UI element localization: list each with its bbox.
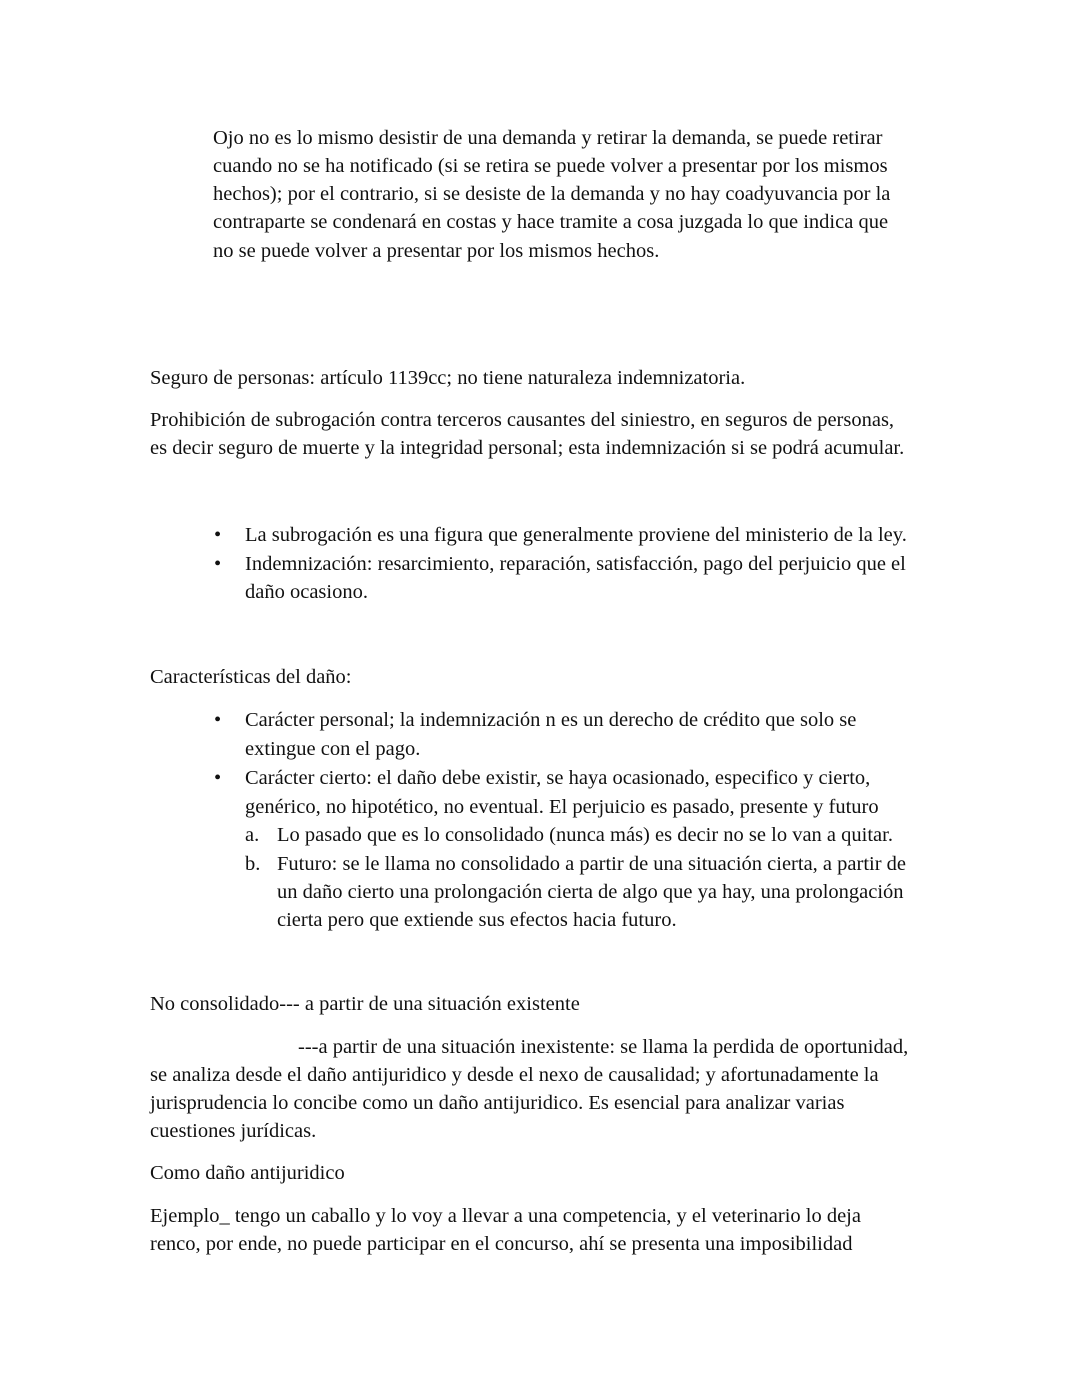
list-marker: a. [245, 824, 260, 846]
list-item: Carácter personal; la indemnización n es un derecho de crédito que solo se [245, 709, 857, 731]
list-marker: b. [245, 853, 261, 875]
bullet-marker: • [214, 524, 222, 546]
list-item: Carácter cierto: el daño debe existir, se haya ocasionado, especifico y cierto, [245, 767, 871, 789]
no-consolidado-line: No consolidado--- a partir de una situación existente [150, 993, 580, 1015]
text-line: ---a partir de una situación inexistente: se llama la perdida de oportunidad, [298, 1036, 909, 1058]
text-line: jurisprudencia lo concibe como un daño antijuridico. Es esencial para analizar varias [150, 1092, 845, 1114]
text-line: es decir seguro de muerte y la integridad personal; esta indemnización si se podrá acumular. [150, 437, 905, 459]
text-line: cuestiones jurídicas. [150, 1120, 317, 1142]
seguro-paragraph: Seguro de personas: artículo 1139cc; no tiene naturaleza indemnizatoria. [150, 367, 746, 389]
list-item-continuation: extingue con el pago. [245, 738, 421, 760]
list-item-continuation: daño ocasiono. [245, 581, 368, 603]
text-line: Prohibición de subrogación contra terceros causantes del siniestro, en seguros de personas, [150, 409, 895, 431]
text-line: Ejemplo_ tengo un caballo y lo voy a llevar a una competencia, y el veterinario lo deja [150, 1205, 861, 1227]
list-item-continuation: cierta pero que extiende sus efectos hacia futuro. [277, 909, 677, 931]
section-heading: Características del daño: [150, 666, 352, 688]
bullet-marker: • [214, 767, 222, 789]
text-line: cuando no se ha notificado (si se retira se puede volver a presentar por los mismos [213, 155, 888, 177]
bullet-marker: • [214, 709, 222, 731]
text-line: no se puede volver a presentar por los mismos hechos. [213, 240, 660, 262]
list-item: Indemnización: resarcimiento, reparación, satisfacción, pago del perjuicio que el [245, 553, 906, 575]
text-line: renco, por ende, no puede participar en el concurso, ahí se presenta una imposibilidad [150, 1233, 853, 1255]
list-item-continuation: un daño cierto una prolongación cierta de algo que ya hay, una prolongación [277, 881, 904, 903]
como-line: Como daño antijuridico [150, 1162, 345, 1184]
list-item: La subrogación es una figura que generalmente proviene del ministerio de la ley. [245, 524, 907, 546]
list-item: Futuro: se le llama no consolidado a partir de una situación cierta, a partir de [277, 853, 907, 875]
text-line: se analiza desde el daño antijuridico y desde el nexo de causalidad; y afortunadamente la [150, 1064, 879, 1086]
text-line: hechos); por el contrario, si se desiste de la demanda y no hay coadyuvancia por la [213, 183, 891, 205]
bullet-marker: • [214, 553, 222, 575]
list-item: Lo pasado que es lo consolidado (nunca más) es decir no se lo van a quitar. [277, 824, 893, 846]
text-line: Ojo no es lo mismo desistir de una demanda y retirar la demanda, se puede retirar [213, 127, 883, 149]
text-line: contraparte se condenará en costas y hace tramite a cosa juzgada lo que indica que [213, 211, 889, 233]
list-item-continuation: genérico, no hipotético, no eventual. El perjuicio es pasado, presente y futuro [245, 796, 879, 818]
